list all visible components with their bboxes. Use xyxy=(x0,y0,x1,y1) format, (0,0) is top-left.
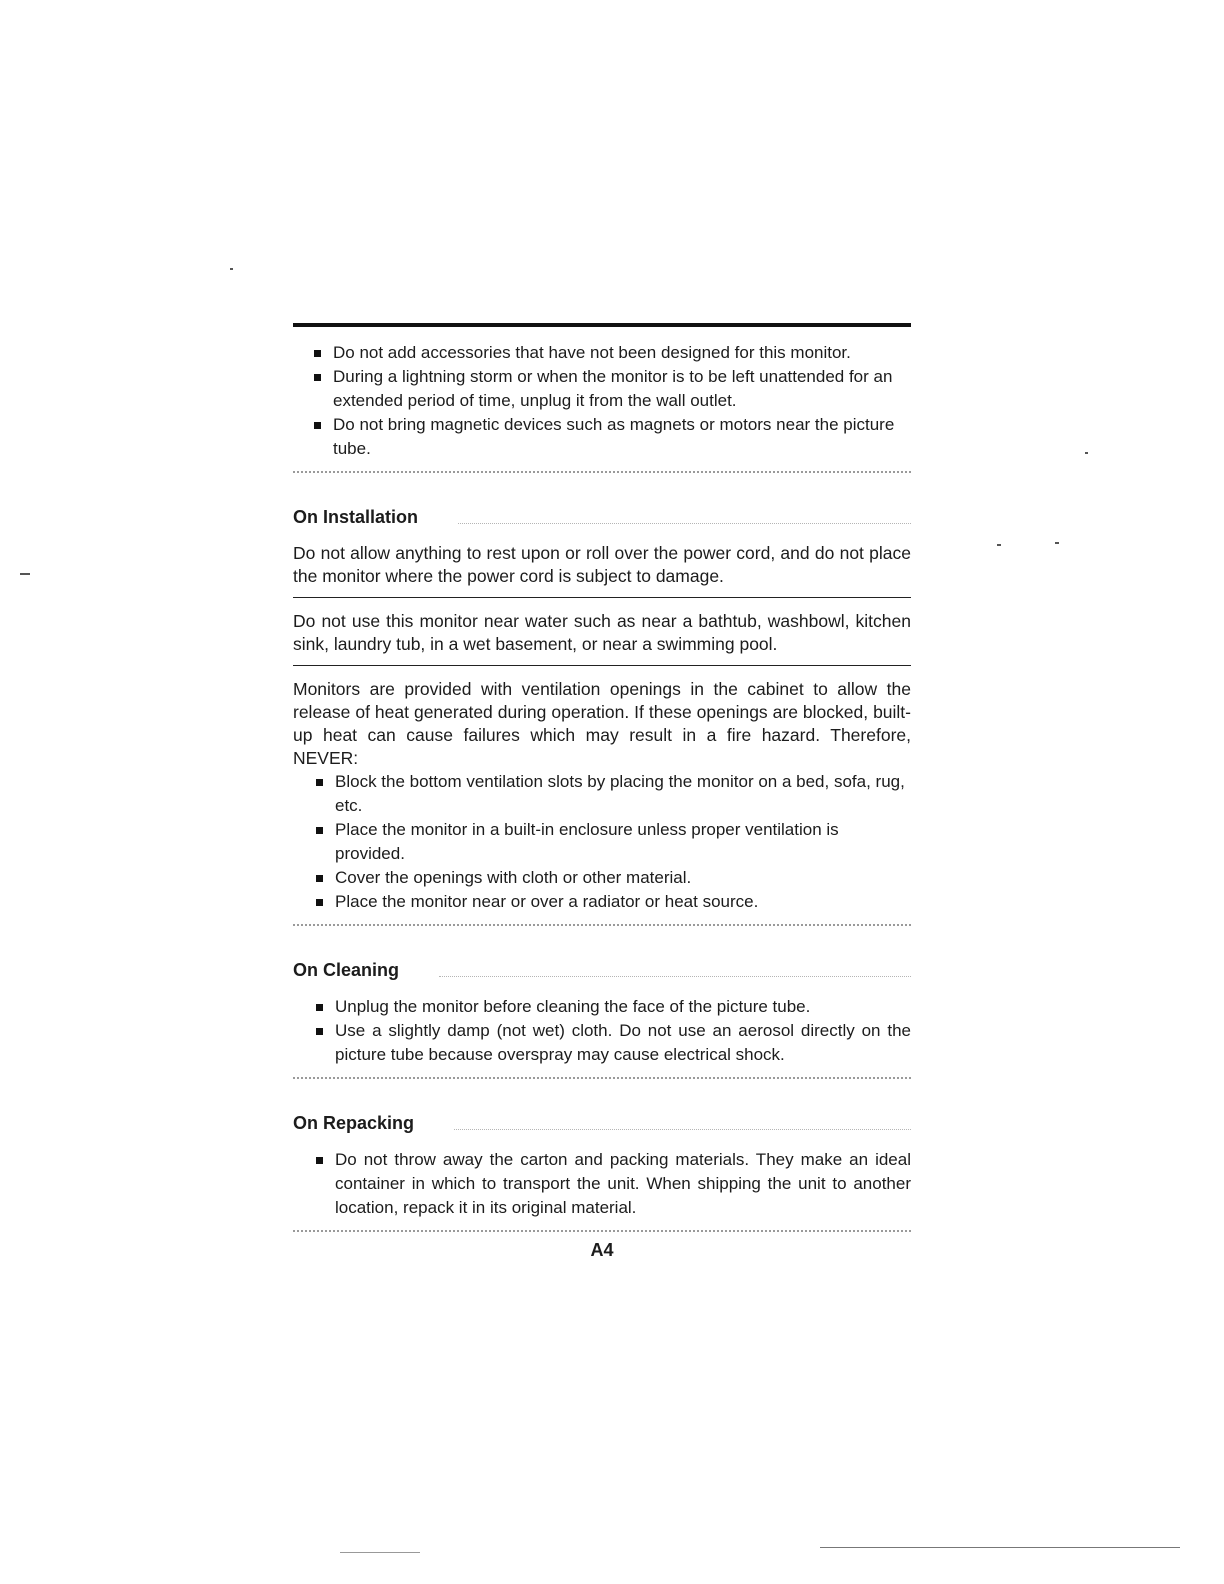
bullet-square-icon xyxy=(316,1157,323,1164)
bullet-square-icon xyxy=(314,350,321,357)
bullet-square-icon xyxy=(314,422,321,429)
bullet-square-icon xyxy=(316,1028,323,1035)
page-number: A4 xyxy=(590,1240,614,1260)
bullet-square-icon xyxy=(316,779,323,786)
list-item: During a lightning storm or when the monitor is to be left unattended for an extended period of time, unplug it from the wall outlet. xyxy=(293,365,911,413)
list-item: Place the monitor near or over a radiator or heat source. xyxy=(293,890,911,914)
divider xyxy=(293,665,911,666)
list-item: Place the monitor in a built-in enclosure unless proper ventilation is provided. xyxy=(293,818,911,866)
paragraph: Do not use this monitor near water such as near a bathtub, washbowl, kitchen sink, laundry tub, in a wet basement, or near a swimming pool. xyxy=(293,611,911,654)
intro-bullet-list xyxy=(293,341,911,461)
bullet-square-icon xyxy=(316,899,323,906)
list-item: Cover the openings with cloth or other material. xyxy=(293,866,911,890)
list-item: Use a slightly damp (not wet) cloth. Do not use an aerosol directly on the picture tube because overspray may cause electrical shock. xyxy=(293,1019,911,1067)
section-title-cleaning: On Cleaning xyxy=(293,960,911,981)
divider xyxy=(293,924,911,926)
paragraph: Monitors are provided with ventilation openings in the cabinet to allow the release of heat generated during operation. If these openings are blocked, built-up heat can cause failures which may result in a fire hazard. Therefore, NEVER: xyxy=(293,679,911,768)
divider xyxy=(293,1230,911,1232)
list-item: Unplug the monitor before cleaning the face of the picture tube. xyxy=(293,995,911,1019)
list-item: Do not bring magnetic devices such as magnets or motors near the picture tube. xyxy=(293,413,911,461)
top-rule xyxy=(293,323,911,327)
repacking-bullet-list xyxy=(293,1148,911,1220)
bullet-square-icon xyxy=(314,374,321,381)
list-item: Block the bottom ventilation slots by placing the monitor on a bed, sofa, rug, etc. xyxy=(293,770,911,818)
cleaning-bullet-list xyxy=(293,995,911,1067)
paragraph: Do not allow anything to rest upon or roll over the power cord, and do not place the monitor where the power cord is subject to damage. xyxy=(293,543,911,586)
divider xyxy=(293,1077,911,1079)
list-item: Do not add accessories that have not been designed for this monitor. xyxy=(293,341,911,365)
section-title-installation: On Installation xyxy=(293,507,911,528)
manual-page xyxy=(293,323,911,1261)
divider xyxy=(293,597,911,598)
list-item: Do not throw away the carton and packing materials. They make an ideal container in which to transport the unit. When shipping the unit to another location, repack it in its original material. xyxy=(293,1148,911,1220)
bullet-square-icon xyxy=(316,1004,323,1011)
bullet-square-icon xyxy=(316,827,323,834)
section-title-repacking: On Repacking xyxy=(293,1113,911,1134)
divider xyxy=(293,471,911,473)
bullet-square-icon xyxy=(316,875,323,882)
never-bullet-list xyxy=(293,770,911,914)
